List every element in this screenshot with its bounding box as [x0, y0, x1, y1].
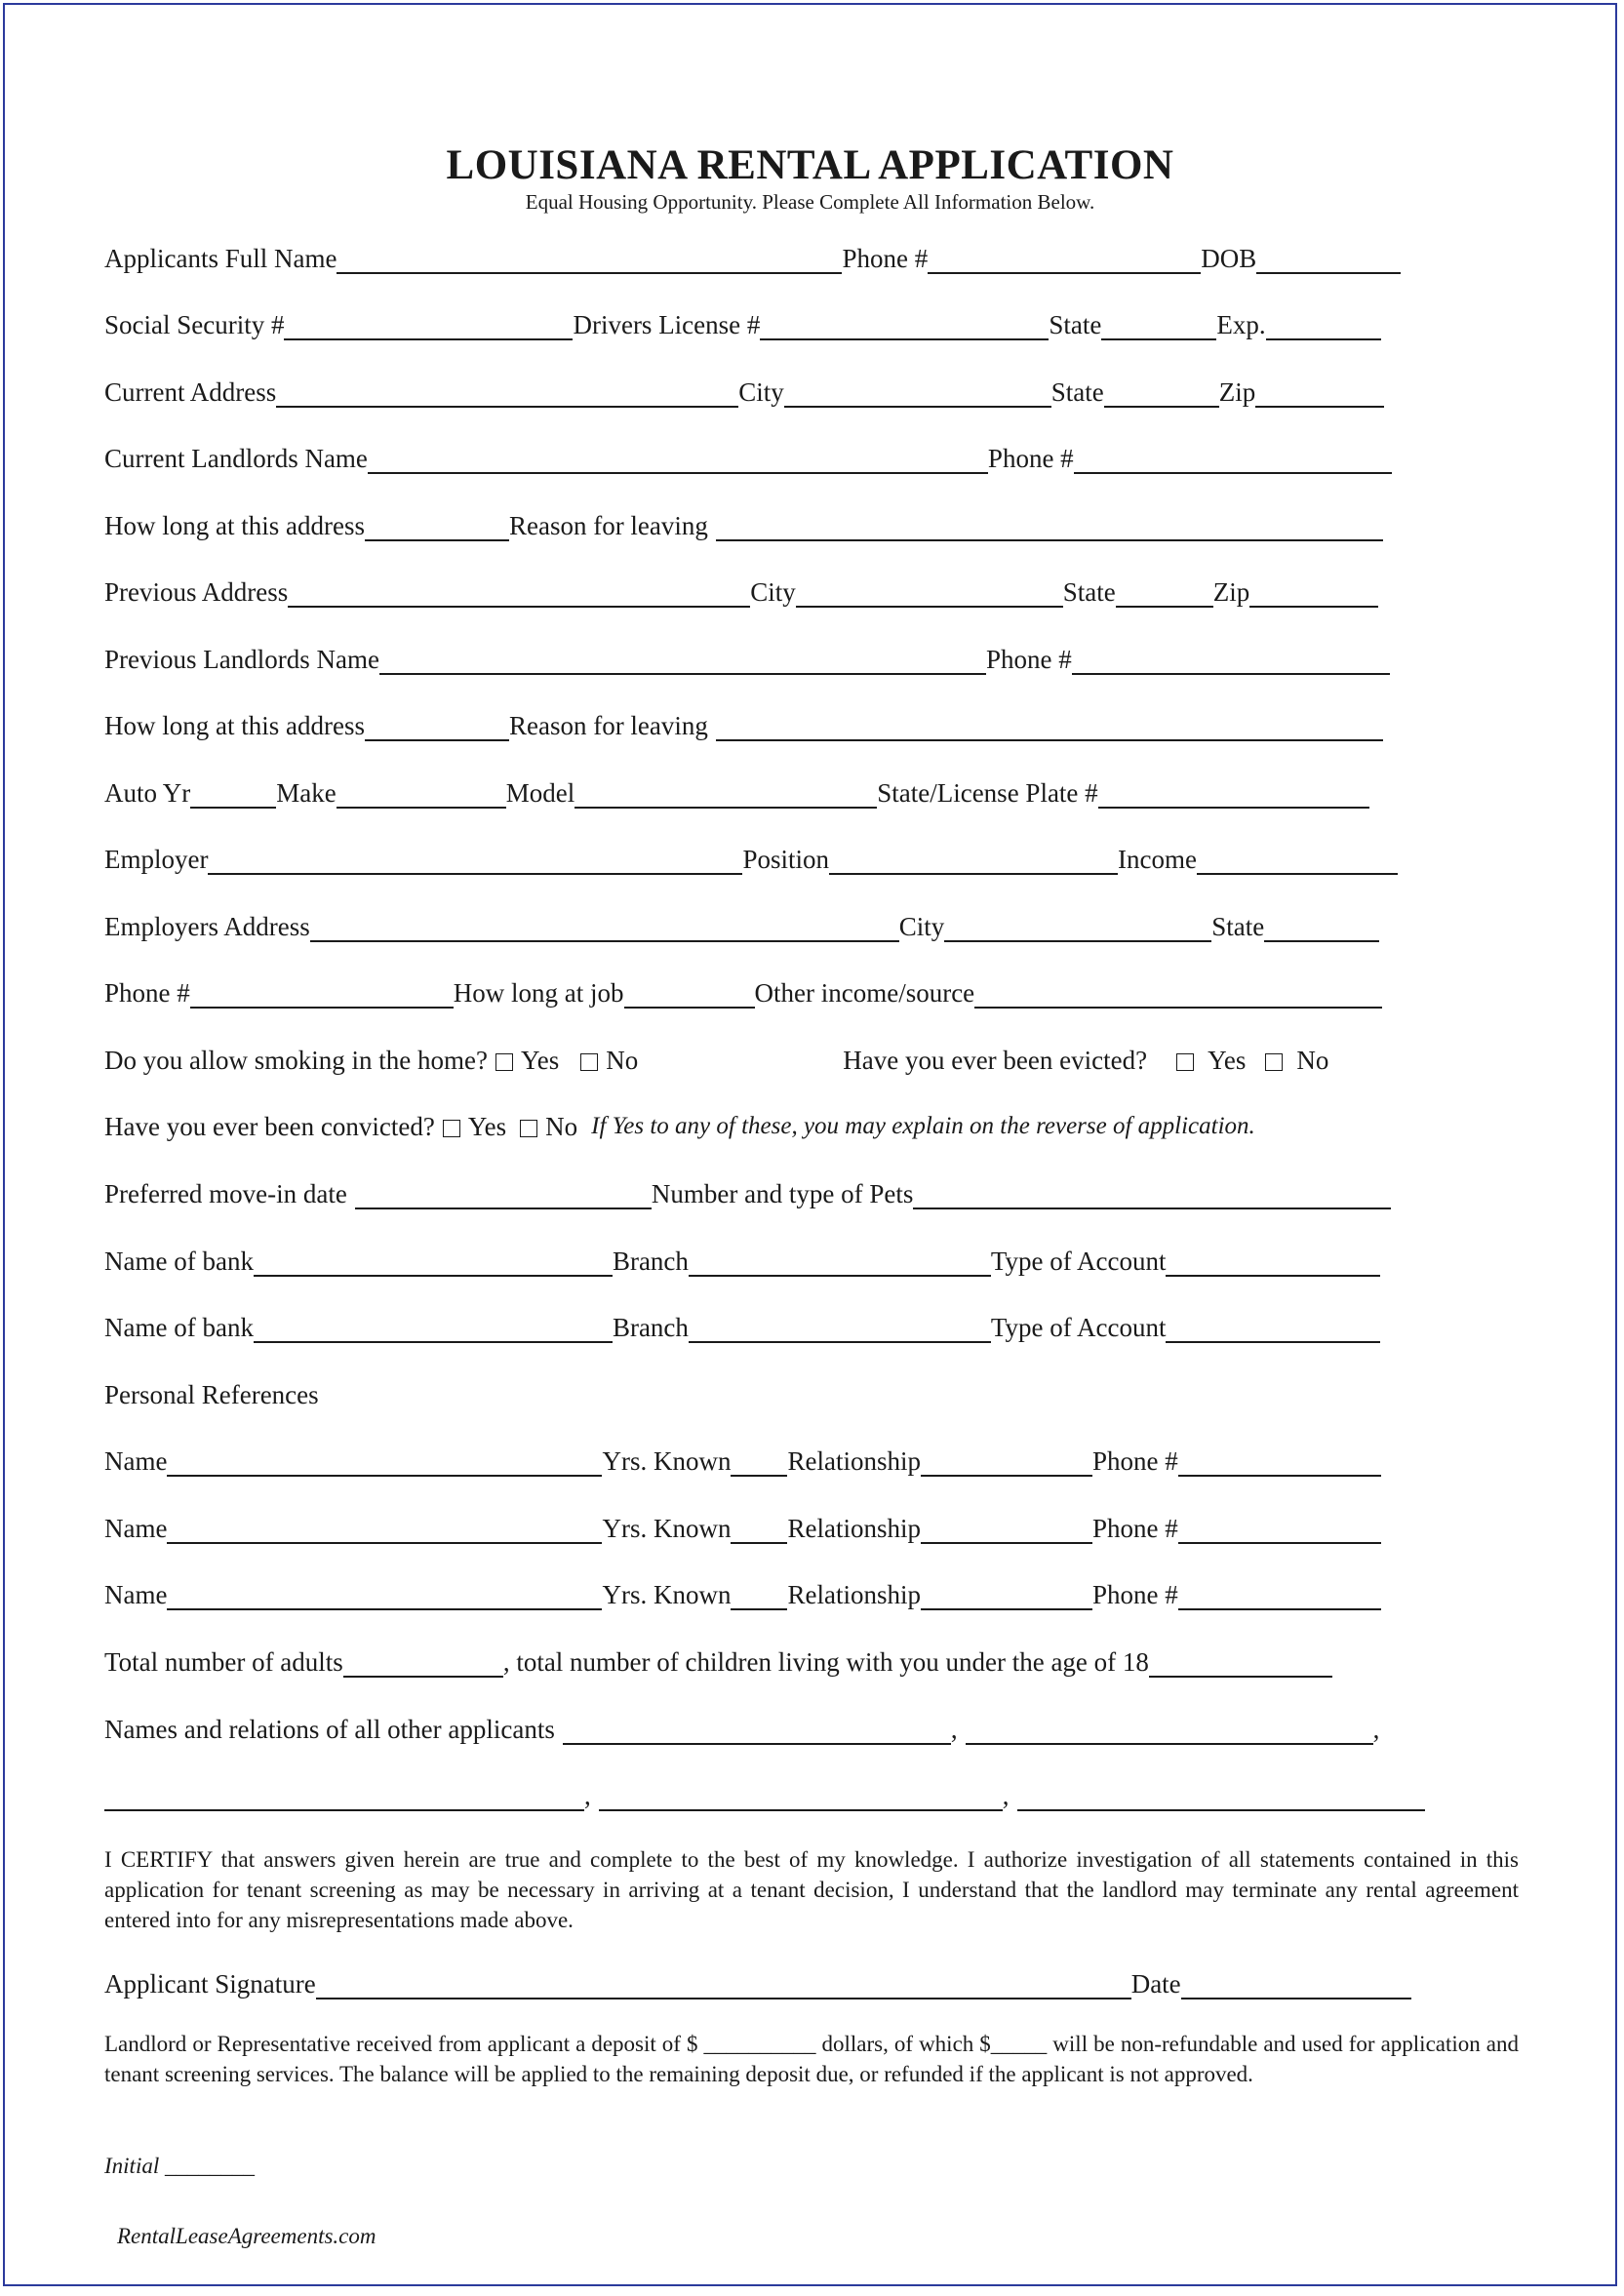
- reference-phone-label: Phone #: [1091, 1446, 1178, 1476]
- previous-landlord-phone-field[interactable]: [1072, 648, 1390, 675]
- dob-field[interactable]: [1256, 247, 1401, 274]
- employer-address-field[interactable]: [310, 915, 899, 942]
- employer-state-label: State: [1211, 912, 1265, 941]
- reference-name-field[interactable]: [167, 1583, 602, 1610]
- convicted-yes-checkbox[interactable]: [443, 1120, 460, 1137]
- reference-name-label: Name: [104, 1446, 168, 1476]
- other-applicant-field-2[interactable]: [966, 1718, 1373, 1745]
- evicted-question: Have you ever been evicted?: [843, 1046, 1148, 1075]
- reference-known-label: Yrs. Known: [602, 1514, 732, 1543]
- other-applicants-row-2: [104, 1780, 1509, 1811]
- ssn-field[interactable]: [284, 313, 573, 340]
- employer-state-field[interactable]: [1264, 915, 1379, 942]
- make-field[interactable]: [337, 781, 506, 809]
- branch-field-1[interactable]: [689, 1249, 991, 1277]
- evicted-no-checkbox[interactable]: [1265, 1053, 1283, 1071]
- reference-known-label: Yrs. Known: [602, 1446, 732, 1476]
- move-in-label: Preferred move-in date: [104, 1179, 347, 1208]
- other-applicant-field-1[interactable]: [563, 1718, 951, 1745]
- license-label: Drivers License #: [573, 310, 761, 339]
- employer-field[interactable]: [208, 848, 742, 875]
- current-address-label: Current Address: [104, 377, 277, 407]
- signature-field[interactable]: [316, 1972, 1131, 1999]
- reference-phone-field[interactable]: [1178, 1449, 1381, 1477]
- reason-field-2[interactable]: [716, 714, 1383, 741]
- reason-label-2: Reason for leaving: [508, 711, 708, 740]
- references-heading-row: [104, 1379, 1509, 1410]
- comma: ,: [950, 1715, 958, 1744]
- other-income-label: Other income/source: [754, 978, 975, 1008]
- reference-relationship-field[interactable]: [921, 1449, 1092, 1477]
- other-applicants-label: Names and relations of all other applicants: [104, 1715, 555, 1744]
- branch-label-1: Branch: [612, 1247, 689, 1276]
- employer-address-label: Employers Address: [104, 912, 310, 941]
- previous-zip-label: Zip: [1212, 577, 1250, 607]
- pets-field[interactable]: [913, 1182, 1391, 1209]
- current-city-label: City: [738, 377, 784, 407]
- other-applicant-field-4[interactable]: [599, 1784, 1003, 1811]
- plate-field[interactable]: [1098, 781, 1369, 809]
- current-state-field[interactable]: [1104, 380, 1219, 408]
- children-label: , total number of children living with you under the age of 18: [502, 1647, 1149, 1677]
- plate-label: State/License Plate #: [877, 778, 1098, 808]
- previous-city-label: City: [750, 577, 796, 607]
- bank-field-1[interactable]: [254, 1249, 613, 1277]
- explain-note: If Yes to any of these, you may explain on the reverse of application.: [591, 1113, 1255, 1139]
- reference-known-field[interactable]: [731, 1449, 787, 1477]
- how-long-label-1: How long at this address: [104, 511, 365, 540]
- previous-landlord-field[interactable]: [379, 648, 986, 675]
- full-name-label: Applicants Full Name: [104, 244, 337, 273]
- phone-label: Phone #: [842, 244, 929, 273]
- current-landlord-label: Current Landlords Name: [104, 444, 368, 473]
- model-label: Model: [505, 778, 575, 808]
- how-long-label-2: How long at this address: [104, 711, 365, 740]
- income-field[interactable]: [1197, 848, 1398, 875]
- convicted-yes-label: Yes: [467, 1112, 507, 1141]
- reason-field-1[interactable]: [716, 514, 1383, 541]
- previous-address-label: Previous Address: [104, 577, 289, 607]
- smoking-no-checkbox[interactable]: [580, 1053, 598, 1071]
- convicted-row: [104, 1111, 1509, 1142]
- employer-label: Employer: [104, 845, 209, 874]
- previous-city-field[interactable]: [796, 580, 1063, 608]
- account-field-2[interactable]: [1166, 1316, 1380, 1343]
- employer-address-row: [104, 911, 1509, 942]
- reference-relationship-field[interactable]: [921, 1583, 1092, 1610]
- account-label-1: Type of Account: [990, 1247, 1167, 1276]
- previous-landlord-phone-label: Phone #: [985, 645, 1072, 674]
- references-heading: Personal References: [104, 1380, 319, 1409]
- auto-yr-label: Auto Yr: [104, 778, 191, 808]
- deposit-statement: Landlord or Representative received from applicant a deposit of $ __________ dollars, of which $_____ will be non-refundable and used for application and tenant screening services. The balance will be applied to the remaining deposit due, or refunded if the applicant is not approved.: [104, 2032, 1519, 2086]
- reference-row-1: [104, 1445, 1509, 1477]
- reference-relationship-label: Relationship: [787, 1514, 921, 1543]
- current-landlord-field[interactable]: [368, 447, 988, 474]
- reference-relationship-field[interactable]: [921, 1517, 1092, 1544]
- position-label: Position: [742, 845, 830, 874]
- signature-row: [104, 1968, 1509, 1999]
- exp-label: Exp.: [1216, 310, 1266, 339]
- applicant-row: [104, 243, 1509, 274]
- license-state-label: State: [1049, 310, 1102, 339]
- ssn-label: Social Security #: [104, 310, 285, 339]
- model-field[interactable]: [574, 781, 877, 809]
- children-field[interactable]: [1149, 1650, 1332, 1678]
- convicted-question: Have you ever been convicted?: [104, 1112, 435, 1141]
- position-field[interactable]: [829, 848, 1118, 875]
- account-label-2: Type of Account: [990, 1313, 1167, 1342]
- previous-address-row: [104, 576, 1509, 608]
- make-label: Make: [276, 778, 337, 808]
- signature-label: Applicant Signature: [104, 1969, 316, 1999]
- pets-label: Number and type of Pets: [651, 1179, 914, 1208]
- previous-state-field[interactable]: [1116, 580, 1213, 608]
- current-address-row: [104, 376, 1509, 408]
- smoking-yes-checkbox[interactable]: [495, 1053, 513, 1071]
- ssn-row: [104, 309, 1509, 340]
- employer-row: [104, 844, 1509, 875]
- full-name-field[interactable]: [337, 247, 842, 274]
- how-long-row-1: [104, 510, 1509, 541]
- page-subtitle: Equal Housing Opportunity. Please Complete All Information Below.: [525, 190, 1095, 214]
- adults-label: Total number of adults: [104, 1647, 343, 1677]
- exp-field[interactable]: [1266, 313, 1381, 340]
- smoking-no-label: No: [606, 1046, 639, 1075]
- auto-yr-field[interactable]: [190, 781, 276, 809]
- other-income-field[interactable]: [974, 981, 1382, 1009]
- reference-known-label: Yrs. Known: [602, 1580, 732, 1609]
- current-zip-label: Zip: [1218, 377, 1256, 407]
- certify-statement: I CERTIFY that answers given herein are true and complete to the best of my knowledge. I authorize investigation of all statements contained in this application for tenant screening as may be necessary in arriving at a tenant decision, I understand that the landlord may terminate any rental agreement entered into for any misrepresentations made above.: [104, 1847, 1519, 1932]
- reference-relationship-label: Relationship: [787, 1446, 921, 1476]
- smoking-question: Do you allow smoking in the home?: [104, 1046, 488, 1075]
- reference-name-label: Name: [104, 1514, 168, 1543]
- reference-relationship-label: Relationship: [787, 1580, 921, 1609]
- account-field-1[interactable]: [1166, 1249, 1380, 1277]
- reference-name-label: Name: [104, 1580, 168, 1609]
- other-applicant-field-3[interactable]: [104, 1784, 584, 1811]
- signature-date-field[interactable]: [1181, 1972, 1411, 1999]
- bank-row-2: [104, 1312, 1509, 1343]
- employer-phone-label: Phone #: [104, 978, 190, 1008]
- reference-phone-field[interactable]: [1178, 1583, 1381, 1610]
- branch-field-2[interactable]: [689, 1316, 991, 1343]
- current-address-field[interactable]: [276, 380, 738, 408]
- convicted-no-label: No: [545, 1112, 578, 1141]
- employer-city-label: City: [898, 912, 945, 941]
- current-state-label: State: [1050, 377, 1104, 407]
- current-zip-field[interactable]: [1255, 380, 1384, 408]
- previous-address-field[interactable]: [288, 580, 750, 608]
- how-long-job-label: How long at job: [453, 978, 624, 1008]
- how-long-row-2: [104, 710, 1509, 741]
- reference-known-field[interactable]: [731, 1583, 787, 1610]
- phone-job-row: [104, 977, 1509, 1009]
- footer-website: RentalLeaseAgreements.com: [117, 2224, 376, 2248]
- move-in-row: [104, 1178, 1509, 1209]
- evicted-yes-checkbox[interactable]: [1176, 1053, 1194, 1071]
- move-in-field[interactable]: [355, 1182, 652, 1209]
- adults-field[interactable]: [343, 1650, 503, 1678]
- employer-phone-field[interactable]: [190, 981, 454, 1009]
- evicted-no-label: No: [1296, 1046, 1329, 1075]
- reference-row-2: [104, 1513, 1509, 1544]
- branch-label-2: Branch: [612, 1313, 689, 1342]
- employer-city-field[interactable]: [944, 915, 1211, 942]
- reference-phone-label: Phone #: [1091, 1514, 1178, 1543]
- evicted-yes-label: Yes: [1208, 1046, 1247, 1075]
- previous-zip-field[interactable]: [1249, 580, 1378, 608]
- application-page: [3, 3, 1617, 2286]
- bank-row-1: [104, 1246, 1509, 1277]
- comma: ,: [1372, 1715, 1380, 1744]
- reason-label-1: Reason for leaving: [508, 511, 708, 540]
- smoking-evicted-row: [104, 1045, 1509, 1076]
- how-long-field-2[interactable]: [365, 714, 509, 741]
- current-city-field[interactable]: [784, 380, 1051, 408]
- other-applicants-row: [104, 1714, 1509, 1745]
- comma: ,: [1002, 1781, 1010, 1810]
- reference-row-3: [104, 1579, 1509, 1610]
- current-landlord-phone-field[interactable]: [1074, 447, 1392, 474]
- current-landlord-phone-label: Phone #: [987, 444, 1074, 473]
- reference-name-field[interactable]: [167, 1449, 602, 1477]
- reference-name-field[interactable]: [167, 1517, 602, 1544]
- initial-line[interactable]: Initial ________: [104, 2154, 255, 2178]
- signature-date-label: Date: [1130, 1969, 1181, 1999]
- auto-row: [104, 777, 1509, 809]
- reference-known-field[interactable]: [731, 1517, 787, 1544]
- household-row: [104, 1646, 1509, 1678]
- license-field[interactable]: [760, 313, 1049, 340]
- page-title: LOUISIANA RENTAL APPLICATION: [446, 142, 1174, 188]
- bank-field-2[interactable]: [254, 1316, 613, 1343]
- how-long-field-1[interactable]: [365, 514, 509, 541]
- reference-phone-label: Phone #: [1091, 1580, 1178, 1609]
- income-label: Income: [1118, 845, 1197, 874]
- current-landlord-row: [104, 443, 1509, 474]
- how-long-job-field[interactable]: [624, 981, 755, 1009]
- phone-field[interactable]: [928, 247, 1201, 274]
- comma: ,: [584, 1781, 591, 1810]
- reference-phone-field[interactable]: [1178, 1517, 1381, 1544]
- convicted-no-checkbox[interactable]: [520, 1120, 537, 1137]
- bank-label-1: Name of bank: [104, 1247, 254, 1276]
- previous-landlord-row: [104, 644, 1509, 675]
- other-applicant-field-5[interactable]: [1017, 1784, 1425, 1811]
- license-state-field[interactable]: [1101, 313, 1216, 340]
- bank-label-2: Name of bank: [104, 1313, 254, 1342]
- dob-label: DOB: [1201, 244, 1257, 273]
- smoking-yes-label: Yes: [520, 1046, 560, 1075]
- previous-state-label: State: [1062, 577, 1116, 607]
- previous-landlord-label: Previous Landlords Name: [104, 645, 379, 674]
